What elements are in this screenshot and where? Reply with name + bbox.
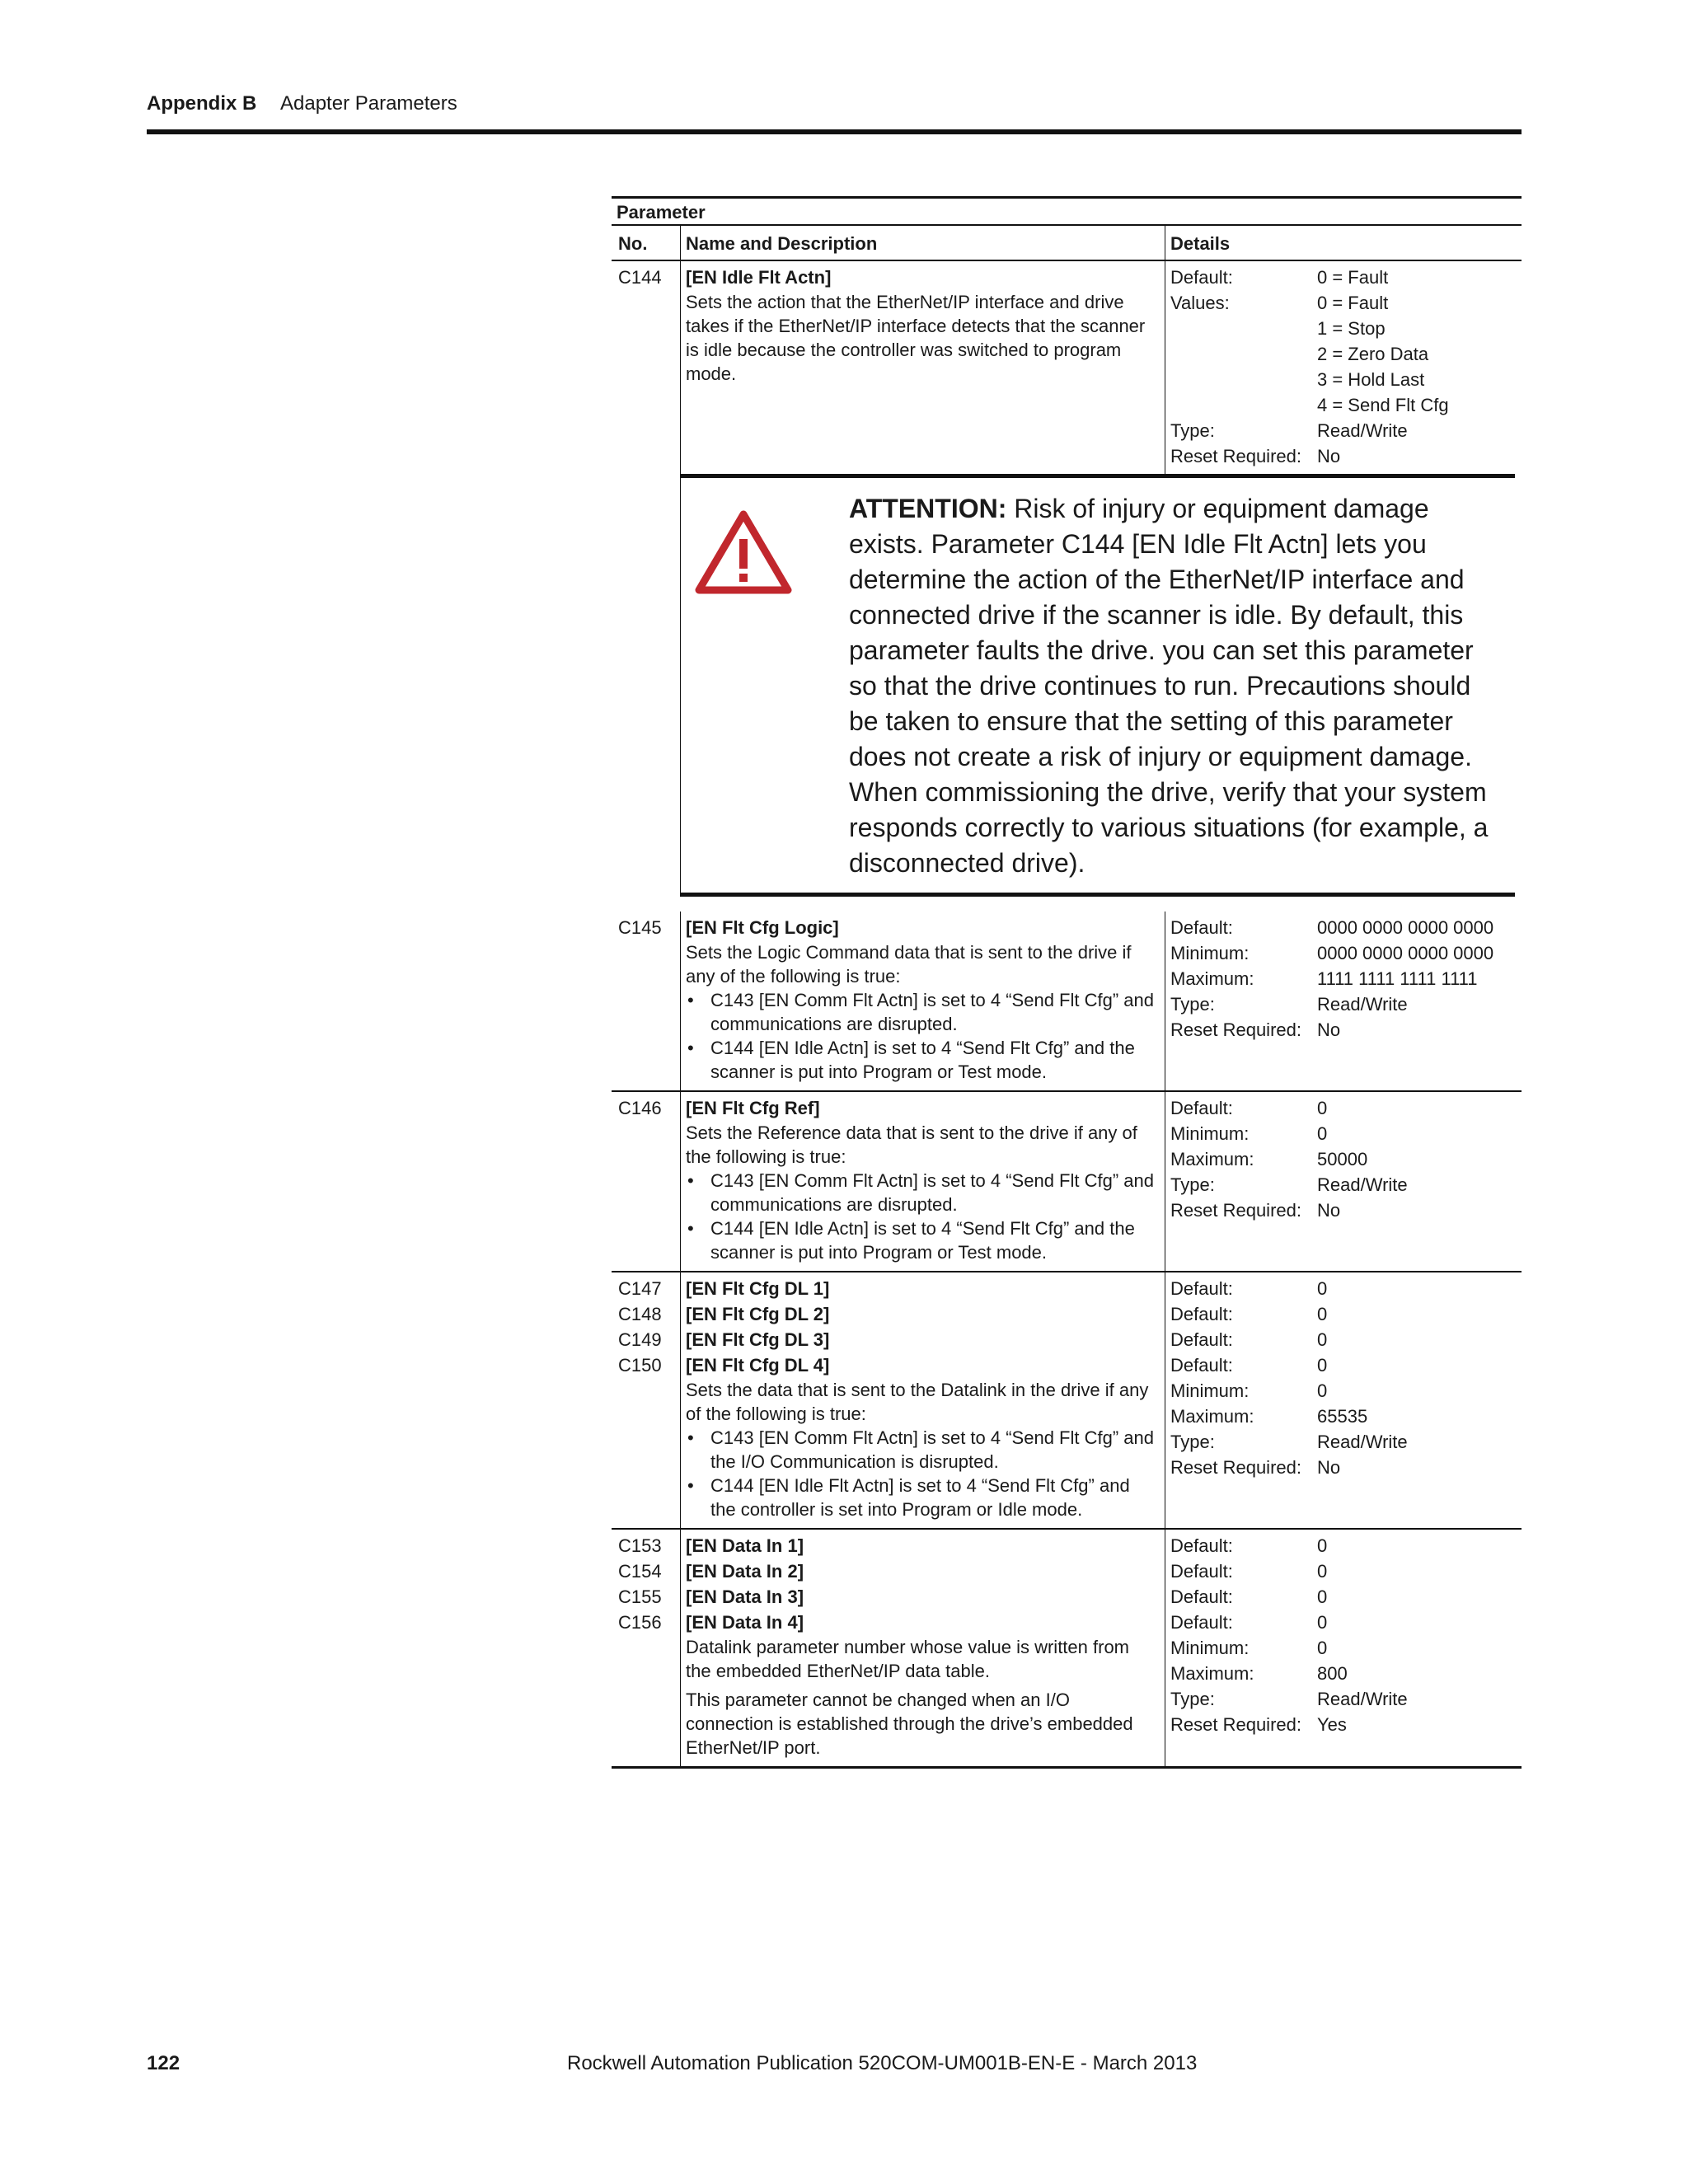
detail-label: Default: [1170,1098,1233,1118]
param-number: C154 [618,1561,662,1582]
detail-label: Maximum: [1170,968,1254,989]
table-row [612,1530,1522,1769]
detail-label: Maximum: [1170,1406,1254,1427]
condition-list [686,1169,1158,1264]
detail-value: 1 = Stop [1317,318,1386,339]
detail-label: Minimum: [1170,1380,1250,1401]
detail-label: Reset Required: [1170,446,1301,466]
detail-line [1170,1610,1517,1635]
detail-label: Default: [1170,267,1233,288]
condition-list [686,1426,1158,1521]
detail-value: 0 [1317,1355,1328,1376]
detail-label [1170,392,1317,418]
detail-line [1170,1404,1517,1429]
section-title: Adapter Parameters [280,92,457,115]
detail-line [1170,418,1517,443]
detail-label: Reset Required: [1170,1457,1301,1478]
detail-label: Default: [1170,1612,1233,1633]
param-number: C153 [618,1535,662,1556]
detail-line [1170,1172,1517,1197]
param-description: This parameter cannot be changed when an I/O connection is established through the drive’s embedded EtherNet/IP port. [686,1690,1133,1758]
detail-label: Values: [1170,293,1230,313]
condition-item: • C143 [EN Comm Flt Actn] is set to 4 “Send Flt Cfg” and communications are disrupted. [686,988,1158,1036]
param-description: Sets the data that is sent to the Datalink in the drive if any of the following is true: [686,1380,1149,1424]
detail-line [1170,316,1517,341]
detail-value: 0000 0000 0000 0000 [1317,943,1494,963]
detail-value: 1111 1111 1111 1111 [1317,968,1478,989]
detail-line [1170,940,1517,966]
attention-body: Risk of injury or equipment damage exists. Parameter C144 [EN Idle Flt Actn] lets you determine the action of the EtherNet/IP interface and connected drive if the scanner is idle. By default, this parameter faults the drive. you can set this parameter so that the drive continues to run. Precautions should be taken to ensure that the setting of this parameter does not create a risk of injury or equipment damage. When commissioning the drive, verify that your system responds correctly to various situations (for example, a disconnected drive). [849,494,1489,878]
condition-item: • C144 [EN Idle Actn] is set to 4 “Send Flt Cfg” and the scanner is put into Program or Test mode. [686,1036,1158,1084]
detail-value: No [1317,1019,1341,1040]
param-details-cell [1165,1530,1522,1766]
detail-label: Type: [1170,1432,1215,1452]
detail-label: Minimum: [1170,1638,1250,1658]
detail-value: 50000 [1317,1149,1368,1169]
detail-line [1170,1352,1517,1378]
detail-label: Type: [1170,1689,1215,1709]
detail-line [1170,1661,1517,1686]
condition-item: • C143 [EN Comm Flt Actn] is set to 4 “Send Flt Cfg” and communications are disrupted. [686,1169,1158,1216]
detail-label: Maximum: [1170,1149,1254,1169]
param-number: C149 [618,1329,662,1350]
detail-label: Reset Required: [1170,1019,1301,1040]
detail-value: 0 [1317,1380,1328,1401]
condition-item: • C143 [EN Comm Flt Actn] is set to 4 “Send Flt Cfg” and the I/O Communication is disrupted. [686,1426,1158,1474]
parameter-heading: Parameter [612,199,1522,226]
attention-gap [612,897,1522,912]
publication-info: Rockwell Automation Publication 520COM-UM001B-EN-E - March 2013 [567,2052,1198,2074]
detail-value: 0 [1317,1561,1328,1582]
param-name: [EN Flt Cfg Ref] [686,1098,820,1118]
param-number: C147 [618,1278,662,1299]
detail-label [1170,367,1317,392]
col-header-no: No. [618,233,648,254]
detail-line [1170,991,1517,1017]
detail-label: Minimum: [1170,1123,1250,1144]
detail-value: 0 [1317,1304,1328,1324]
detail-line [1170,1429,1517,1455]
detail-label: Type: [1170,1174,1215,1195]
running-header [147,92,457,115]
param-details-cell [1165,912,1522,1090]
detail-value: 0 [1317,1278,1328,1299]
param-name: [EN Flt Cfg DL 1] [686,1278,830,1299]
detail-line [1170,1095,1517,1121]
param-name: [EN Data In 1] [686,1535,804,1556]
detail-line [1170,915,1517,940]
detail-label: Default: [1170,917,1233,938]
param-number: C156 [618,1612,662,1633]
detail-value: No [1317,1200,1341,1221]
detail-line [1170,1146,1517,1172]
detail-value: 65535 [1317,1406,1368,1427]
page-number: 122 [147,2052,181,2074]
detail-line [1170,265,1517,290]
condition-item: • C144 [EN Idle Flt Actn] is set to 4 “Send Flt Cfg” and the controller is set into Program or Idle mode. [686,1474,1158,1521]
detail-value: Read/Write [1317,420,1408,441]
param-name-cell [680,1092,1165,1271]
detail-line [1170,1121,1517,1146]
param-no-cell [612,1530,680,1766]
param-name: [EN Data In 2] [686,1561,804,1582]
detail-line [1170,1017,1517,1043]
detail-value: 4 = Send Flt Cfg [1317,395,1449,415]
param-no-cell [612,1092,680,1271]
col-header-name: Name and Description [680,226,1165,260]
detail-label: Maximum: [1170,1663,1254,1684]
detail-value: 0 [1317,1535,1328,1556]
detail-line [1170,1276,1517,1301]
detail-label [1170,341,1317,367]
detail-label: Default: [1170,1561,1233,1582]
param-number: C150 [618,1355,662,1376]
detail-value: 2 = Zero Data [1317,344,1429,364]
param-details-cell [1165,1272,1522,1528]
param-name: [EN Flt Cfg Logic] [686,917,839,938]
detail-value: 0 [1317,1586,1328,1607]
param-description: Sets the action that the EtherNet/IP interface and drive takes if the EtherNet/IP interface detects that the scanner is idle because the controller was switched to program mode. [686,292,1146,384]
detail-line [1170,1686,1517,1712]
header-rule [147,129,1522,134]
detail-line [1170,443,1517,469]
detail-line [1170,1558,1517,1584]
detail-value: 3 = Hold Last [1317,369,1425,390]
detail-label: Type: [1170,420,1215,441]
detail-line [1170,966,1517,991]
attention-text [849,491,1515,881]
col-header-details: Details [1165,226,1522,260]
detail-value: Yes [1317,1714,1347,1735]
detail-value: 0 [1317,1123,1328,1144]
detail-line [1170,1455,1517,1480]
detail-value: 0000 0000 0000 0000 [1317,917,1494,938]
detail-label: Default: [1170,1586,1233,1607]
detail-label: Minimum: [1170,943,1250,963]
detail-line [1170,1712,1517,1737]
param-name-cell [680,261,1165,474]
detail-value: 0 [1317,1329,1328,1350]
parameter-table [612,196,1522,1769]
detail-line [1170,392,1517,418]
table-row [612,1272,1522,1530]
detail-label: Type: [1170,994,1215,1015]
detail-label: Default: [1170,1329,1233,1350]
detail-value: Read/Write [1317,1432,1408,1452]
detail-value: 800 [1317,1663,1348,1684]
param-name: [EN Data In 4] [686,1612,804,1633]
detail-line [1170,1584,1517,1610]
detail-label [1170,316,1317,341]
column-headers [612,226,1522,261]
detail-value: 0 [1317,1612,1328,1633]
attention-row [612,474,1522,897]
param-name: [EN Idle Flt Actn] [686,267,832,288]
detail-line [1170,1533,1517,1558]
attention-label: ATTENTION: [849,494,1007,523]
detail-value: 0 [1317,1098,1328,1118]
param-name: [EN Data In 3] [686,1586,804,1607]
detail-label: Reset Required: [1170,1714,1301,1735]
appendix-label: Appendix B [147,92,257,115]
param-number: C155 [618,1586,662,1607]
table-body [612,261,1522,1769]
detail-label: Default: [1170,1278,1233,1299]
param-number: C148 [618,1304,662,1324]
param-name-cell [680,1272,1165,1528]
param-name: [EN Flt Cfg DL 4] [686,1355,830,1376]
param-description: Sets the Logic Command data that is sent to the drive if any of the following is true: [686,942,1132,987]
param-name: [EN Flt Cfg DL 2] [686,1304,830,1324]
param-name-cell [680,1530,1165,1766]
detail-value: 0 = Fault [1317,267,1389,288]
detail-line [1170,1635,1517,1661]
param-number: C145 [618,917,662,938]
detail-value: No [1317,446,1341,466]
detail-line [1170,367,1517,392]
param-name-cell [680,912,1165,1090]
param-name: [EN Flt Cfg DL 3] [686,1329,830,1350]
detail-label: Default: [1170,1304,1233,1324]
detail-label: Default: [1170,1355,1233,1376]
table-row [612,261,1522,474]
param-details-cell [1165,261,1522,474]
condition-list [686,988,1158,1084]
param-no-cell [612,912,680,1090]
attention-spacer [612,474,680,897]
table-row [612,1092,1522,1272]
detail-line [1170,290,1517,316]
param-no-cell [612,1272,680,1528]
detail-line [1170,1327,1517,1352]
param-description: Sets the Reference data that is sent to the drive if any of the following is true: [686,1122,1137,1167]
attention-box [680,474,1515,897]
param-details-cell [1165,1092,1522,1271]
param-no-cell [612,261,680,474]
detail-label: Reset Required: [1170,1200,1301,1221]
detail-line [1170,1197,1517,1223]
condition-item: • C144 [EN Idle Actn] is set to 4 “Send Flt Cfg” and the scanner is put into Program or Test mode. [686,1216,1158,1264]
detail-value: No [1317,1457,1341,1478]
detail-value: Read/Write [1317,1174,1408,1195]
detail-value: Read/Write [1317,994,1408,1015]
param-number: C144 [618,267,662,288]
detail-value: Read/Write [1317,1689,1408,1709]
detail-line [1170,1378,1517,1404]
warning-triangle-icon [681,491,849,881]
detail-value: 0 [1317,1638,1328,1658]
param-number: C146 [618,1098,662,1118]
detail-label: Default: [1170,1535,1233,1556]
detail-line [1170,341,1517,367]
param-description: Datalink parameter number whose value is written from the embedded EtherNet/IP data table. [686,1637,1130,1681]
table-row [612,912,1522,1092]
detail-line [1170,1301,1517,1327]
detail-value: 0 = Fault [1317,293,1389,313]
